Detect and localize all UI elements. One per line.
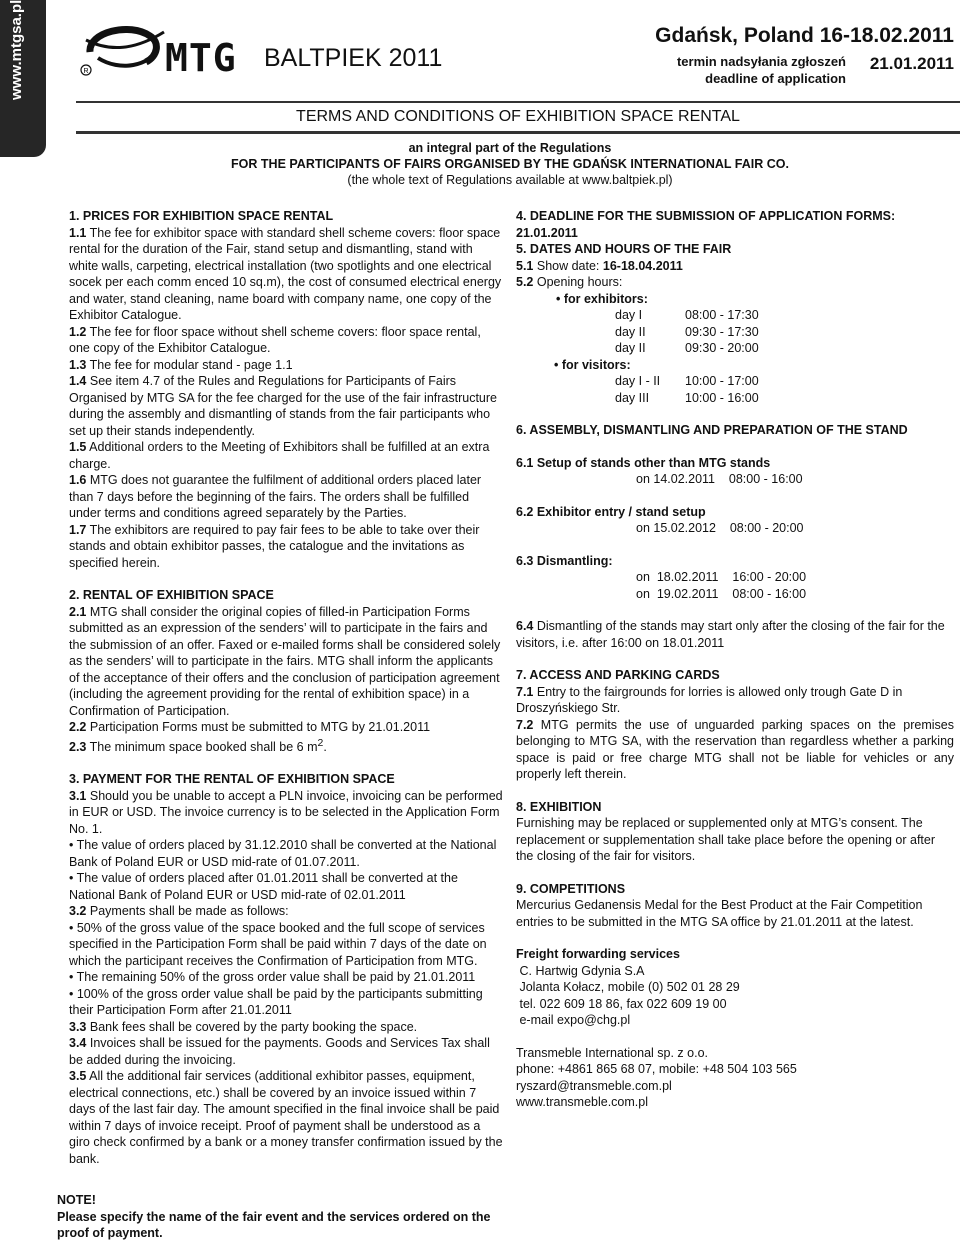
transmeble-line: Transmeble International sp. z o.o.: [516, 1045, 708, 1060]
section-3-title: 3. PAYMENT FOR THE RENTAL OF EXHIBITION SPACE: [69, 772, 395, 787]
website-side-tab: [0, 0, 46, 157]
note-block: [57, 1192, 517, 1242]
deadline-label-pl: termin nadsyłania zgłoszeń: [676, 54, 846, 69]
clause-1-3: 1.3 The fee for modular stand - page 1.1: [69, 357, 293, 372]
freight-line: e-mail expo@chg.pl: [516, 1013, 631, 1027]
section-1-title: 1. PRICES FOR EXHIBITION SPACE RENTAL: [69, 209, 334, 223]
clause-2-1: 2.1 MTG shall consider the original copies of filled-in Participation Forms submitted as an expression of the senders’ will to participate in the fairs and the submission of an offer. Faxed or e-mailed forms shall be considered solely as the senders’ will to participate in the fairs. MTG shall inform the applicants of the acceptance of their offers and the conclusion of participation agreement (including the agreement providing for the rental of exhibition space) in a Confirmation of Participation.: [69, 604, 501, 718]
note-title: NOTE!: [57, 1193, 96, 1207]
section-4-date: 21.01.2011: [516, 225, 578, 240]
title-banner: [76, 101, 960, 134]
intro-block: [120, 140, 900, 188]
clause-3-1: 3.1 Should you be unable to accept a PLN invoice, invoicing can be performed in EUR or USD. The invoice currency is to be selected in the Application Form No. 1.: [69, 788, 503, 836]
clause-1-2: 1.2 The fee for floor space without shell scheme covers: floor space rental, one copy of the Exhibitor Catalogue.: [69, 324, 481, 355]
freight-line: Jolanta Kołacz, mobile (0) 502 01 28 29: [516, 980, 740, 994]
clause-3-1-bullet-2: • The value of orders placed after 01.01.2011 shall be converted at the National Bank of Poland EUR or USD mid-rate of 02.01.2011: [69, 871, 458, 902]
city-dates: Gdańsk, Poland 16-18.02.2011: [655, 24, 954, 47]
clause-3-2: 3.2 Payments shall be made as follows:: [69, 904, 289, 919]
document-title: TERMS AND CONDITIONS OF EXHIBITION SPACE RENTAL: [296, 108, 740, 125]
clause-6-3-title: 6.3 Dismantling:: [516, 553, 613, 568]
clause-7-1: 7.1 Entry to the fairgrounds for lorries is allowed only trough Gate D in Droszyńskiego Str.: [516, 684, 903, 715]
freight-line: tel. 022 609 18 86, fax 022 609 19 00: [516, 996, 727, 1011]
visitor-hours-row: day I - II 10:00 - 17:00: [615, 374, 759, 388]
clause-1-7: 1.7 The exhibitors are required to pay fair fees to be able to take over their stands and obtain exhibitor passes, the catalogue and the invitations as specified herein.: [69, 522, 480, 570]
deadline-date: 21.01.2011: [869, 54, 954, 73]
clause-6-1-title: 6.1 Setup of stands other than MTG stands: [516, 455, 771, 470]
clause-3-5: 3.5 All the additional fair services (additional exhibitor passes, equipment, electrical connections, etc.) shall be covered by an invoice issued within 7 days of the last fair day. The amount specified in the final invoice shall be paid within 7 days of invoice receipt. Proof of payment shall be understood as a giro check confirmed by a bank or a money transfer confirmation issued by the bank.: [69, 1069, 503, 1166]
svg-text:R: R: [83, 68, 89, 75]
section-9-text: Mercurius Gedanensis Medal for the Best Product at the Fair Competition entries to be submitted in the MTG SA office by 21.01.2011 at the latest.: [516, 898, 923, 929]
clause-6-1-time: on 14.02.2011 08:00 - 16:00: [636, 472, 803, 486]
freight-title: Freight forwarding services: [516, 947, 680, 961]
clause-6-2-time: on 15.02.2012 08:00 - 20:00: [636, 521, 804, 535]
clause-1-1: 1.1 The fee for exhibitor space with standard shell scheme covers: floor space rental for the duration of the Fair, stand setup and dismantling, stand with white walls, carpeting, electrical installation (two spotlights and one electrical socek per each comm enced 10 sq.m), the cost of consumed electrical energy and water, stand cleaning, name board with company name, one copy of the Exhibitor Catalogue.: [69, 225, 502, 322]
section-6-title: 6. ASSEMBLY, DISMANTLING AND PREPARATION OF THE STAND: [516, 423, 908, 437]
intro-line-1: an integral part of the Regulations: [408, 141, 612, 155]
note-text: Please specify the name of the fair event and the services ordered on the proof of payment.: [57, 1209, 491, 1240]
section-7-title: 7. ACCESS AND PARKING CARDS: [516, 668, 720, 682]
clause-3-2-bullet-1: • 50% of the gross value of the space booked and the full scope of services specified in the Participation Form shall be paid within 7 days of the date on which the participant receives the Confirmation of Participation from MTG.: [69, 920, 487, 968]
clause-3-1-bullet-1: • The value of orders placed by 31.12.2010 shall be converted at the National Bank of Poland EUR or USD mid-rate of 01.07.2011.: [69, 838, 497, 869]
right-column: [516, 208, 954, 1111]
clause-3-4: 3.4 Invoices shall be issued for the payments. Goods and Services Tax shall be added during the invoicing.: [69, 1036, 490, 1067]
mtg-logo-icon: [80, 22, 170, 78]
section-5-title: 5. DATES AND HOURS OF THE FAIR: [516, 242, 732, 256]
clause-1-5: 1.5 Additional orders to the Meeting of Exhibitors shall be fulfilled at an extra charge.: [69, 440, 490, 471]
section-8-text: Furnishing may be replaced or supplemented only at MTG’s consent. The replacement or supplementation shall take place before the opening or after the closing of the fair for visitors.: [516, 816, 936, 863]
clause-1-6: 1.6 MTG does not guarantee the fulfilment of additional orders placed later than 7 days before the beginning of the fairs. The orders shall be fulfilled under terms and conditions agreed separately by the Parties.: [69, 473, 482, 520]
clause-3-3: 3.3 Bank fees shall be covered by the party booking the space.: [69, 1019, 418, 1034]
exhibitor-hours-row: day II 09:30 - 17:30: [615, 324, 759, 339]
exhibitors-label: • for exhibitors:: [556, 291, 648, 306]
section-2-title: 2. RENTAL OF EXHIBITION SPACE: [69, 588, 274, 602]
clause-2-3: 2.3 The minimum space booked shall be 6 $m^2$.: [69, 737, 327, 754]
website-url: www.mtgsa.pl: [8, 0, 25, 100]
transmeble-line: ryszard@transmeble.com.pl: [516, 1078, 672, 1093]
clause-2-2: 2.2 Participation Forms must be submitted to MTG by 21.01.2011: [69, 720, 431, 734]
deadline-label-en: deadline of application: [705, 71, 846, 86]
clause-6-2-title: 6.2 Exhibitor entry / stand setup: [516, 504, 706, 519]
clause-5-2: 5.2 Opening hours:: [516, 275, 623, 289]
section-9-title: 9. COMPETITIONS: [516, 881, 626, 896]
clause-5-1: 5.1 Show date: 16-18.04.2011: [516, 258, 683, 273]
event-title: BALTPIEK 2011: [264, 44, 443, 72]
intro-line-3: (the whole text of Regulations available at www.baltpiek.pl): [347, 173, 673, 187]
visitor-hours-row: day III 10:00 - 16:00: [615, 390, 759, 405]
section-4-title: 4. DEADLINE FOR THE SUBMISSION OF APPLICATION FORMS:: [516, 209, 896, 223]
exhibitor-hours-row: day I 08:00 - 17:30: [615, 308, 759, 322]
clause-6-3-time-2: on 19.02.2011 08:00 - 16:00: [636, 586, 807, 601]
transmeble-line: phone: +4861 865 68 07, mobile: +48 504 103 565: [516, 1062, 797, 1076]
clause-7-2: 7.2 MTG permits the use of unguarded parking spaces on the premises belonging to MTG SA, with the reservation than regardless whether a parking space is paid or free charge MTG shall not be liable for vehicles or any properly left therein.: [516, 717, 954, 781]
logo-text: MTG: [165, 36, 237, 80]
clause-3-2-bullet-3: • 100% of the gross order value shall be paid by the participants submitting their Participation Form after 21.01.2011: [69, 986, 483, 1018]
transmeble-line: www.transmeble.com.pl: [516, 1095, 648, 1109]
visitors-label: • for visitors:: [554, 357, 631, 372]
clause-3-2-bullet-2: • The remaining 50% of the gross order value shall be paid by 21.01.2011: [69, 970, 476, 985]
clause-1-4: 1.4 See item 4.7 of the Rules and Regulations for Participants of Fairs Organised by MTG SA for the fee charged for the use of the fair infrastructure during the assembly and dismantling of stands from the fair participants who set up their stands independently.: [69, 374, 497, 438]
clause-6-3-time-1: on 18.02.2011 16:00 - 20:00: [636, 570, 807, 584]
intro-line-2: FOR THE PARTICIPANTS OF FAIRS ORGANISED BY THE GDAŃSK INTERNATIONAL FAIR CO.: [231, 157, 789, 171]
left-column: [69, 208, 503, 1167]
freight-line: C. Hartwig Gdynia S.A: [516, 963, 645, 978]
section-8-title: 8. EXHIBITION: [516, 799, 602, 814]
exhibitor-hours-row: day II 09:30 - 20:00: [615, 341, 759, 355]
clause-6-4: 6.4 Dismantling of the stands may start only after the closing of the fair for the visitors, i.e. after 16:00 on 18.01.2011: [516, 619, 945, 650]
